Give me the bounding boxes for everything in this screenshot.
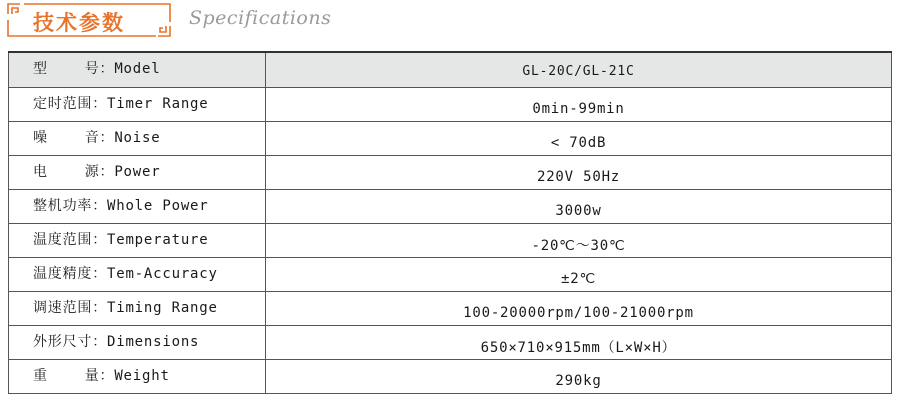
row-value: ±2℃ (266, 258, 892, 292)
table-row (9, 326, 892, 360)
row-value: 100-20000rpm/100-21000rpm (266, 292, 892, 326)
row-label: 重 量：Weight (9, 360, 266, 394)
section-header (6, 2, 896, 42)
row-value: < 70dB (266, 122, 892, 156)
row-value: GL-20C/GL-21C (266, 52, 892, 88)
table-row (9, 292, 892, 326)
table-row (9, 224, 892, 258)
row-label: 外形尺寸：Dimensions (9, 326, 266, 360)
table-row (9, 258, 892, 292)
row-value: 0min-99min (266, 88, 892, 122)
row-label: 型 号：Model (9, 52, 266, 88)
table-row-model (9, 52, 892, 88)
table-row (9, 360, 892, 394)
row-label: 温度范围：Temperature (9, 224, 266, 258)
table-row (9, 122, 892, 156)
table-row (9, 190, 892, 224)
table-row (9, 156, 892, 190)
row-label: 调速范围：Timing Range (9, 292, 266, 326)
row-label: 定时范围：Timer Range (9, 88, 266, 122)
row-value: 650×710×915mm（L×W×H） (266, 326, 892, 360)
row-label: 整机功率：Whole Power (9, 190, 266, 224)
row-value: 290kg (266, 360, 892, 394)
section-title-cn: 技术参数 (33, 11, 125, 35)
table-row (9, 88, 892, 122)
row-value: 3000w (266, 190, 892, 224)
row-label: 温度精度：Tem-Accuracy (9, 258, 266, 292)
section-title-en: Specifications (189, 7, 332, 29)
row-value: 220V 50Hz (266, 156, 892, 190)
row-value: -20℃～30℃ (266, 224, 892, 258)
specifications-table (8, 51, 892, 394)
row-label: 噪 音：Noise (9, 122, 266, 156)
row-label: 电 源：Power (9, 156, 266, 190)
title-frame (6, 2, 172, 38)
